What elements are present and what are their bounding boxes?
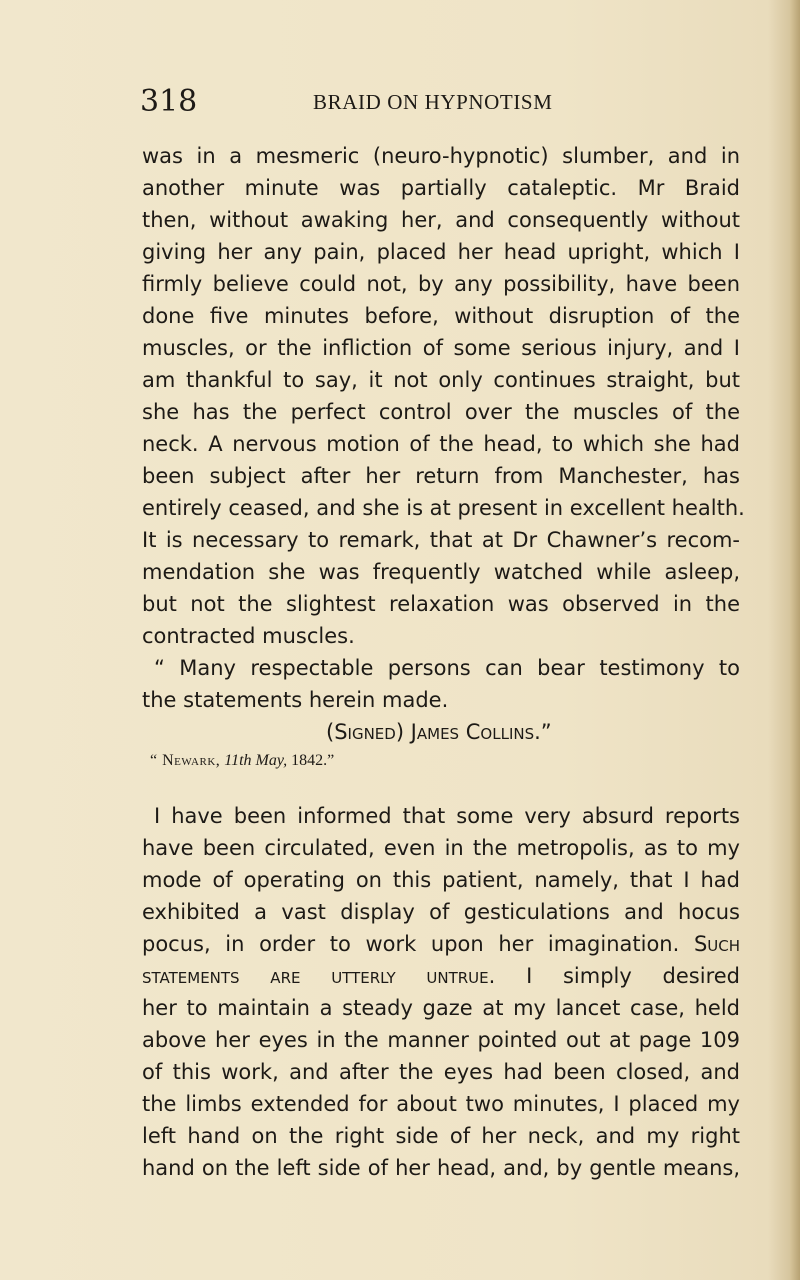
text-line: mendation she was frequently watched while asleep,: [142, 560, 740, 584]
text-line: giving her any pain, placed her head upright, which I: [142, 240, 740, 264]
text-line: been subject after her return from Manchester, has: [142, 464, 740, 488]
text-line: hand on the left side of her head, and, by gentle means,: [142, 1156, 740, 1180]
text-line: [142, 960, 740, 992]
text-line: then, without awaking her, and consequently without: [142, 208, 740, 232]
text-line: “ Many respectable persons can bear testimony to: [154, 656, 740, 680]
text-line: It is necessary to remark, that at Dr Chawner’s recom-: [142, 528, 740, 552]
text-line: I have been informed that some very absurd reports: [154, 804, 740, 828]
text-line: am thankful to say, it not only continues straight, but: [142, 368, 740, 392]
text-line: of this work, and after the eyes had been closed, and: [142, 1060, 740, 1084]
dateline-place: “ Newark,: [150, 752, 221, 769]
text-line: neck. A nervous motion of the head, to which she had: [142, 432, 740, 456]
text-line: entirely ceased, and she is at present in excellent health.: [142, 496, 745, 520]
dateline-date: 11th May,: [224, 752, 288, 769]
text-line: have been circulated, even in the metropolis, as to my: [142, 836, 740, 860]
signature: (Signed) James Collins.”: [326, 720, 552, 744]
text-line: exhibited a vast display of gesticulations and hocus: [142, 900, 740, 924]
page-edge: [790, 0, 800, 1280]
text-line: muscles, or the infliction of some serious injury, and I: [142, 336, 740, 360]
small-caps-text: Such: [693, 932, 740, 956]
text-line: was in a mesmeric (neuro-hypnotic) slumber, and in: [142, 144, 740, 168]
text-line: [142, 928, 740, 960]
dateline-year: 1842.”: [291, 752, 335, 769]
dateline: [150, 748, 610, 774]
text-segment: pocus, in order to work upon her imagination.: [142, 932, 680, 956]
small-caps-text: statements are utterly untrue.: [142, 964, 496, 988]
page-header: [140, 82, 740, 122]
text-line: left hand on the right side of her neck, and my right: [142, 1124, 740, 1148]
text-line: she has the perfect control over the muscles of the: [142, 400, 740, 424]
text-line: the limbs extended for about two minutes, I placed my: [142, 1092, 740, 1116]
text-line: mode of operating on this patient, namely, that I had: [142, 868, 740, 892]
text-line: above her eyes in the manner pointed out at page 109: [142, 1028, 740, 1052]
text-segment: I simply desired: [526, 964, 740, 988]
text-line: firmly believe could not, by any possibility, have been: [142, 272, 740, 296]
running-head: BRAID ON HYPNOTISM: [313, 90, 553, 114]
text-line: but not the slightest relaxation was observed in the: [142, 592, 740, 616]
text-line: her to maintain a steady gaze at my lancet case, held: [142, 996, 740, 1020]
text-line: another minute was partially cataleptic. Mr Braid: [142, 176, 740, 200]
page-number: 318: [140, 84, 198, 119]
text-line: the statements herein made.: [142, 688, 449, 712]
text-line: contracted muscles.: [142, 624, 355, 648]
text-line: done five minutes before, without disruption of the: [142, 304, 740, 328]
